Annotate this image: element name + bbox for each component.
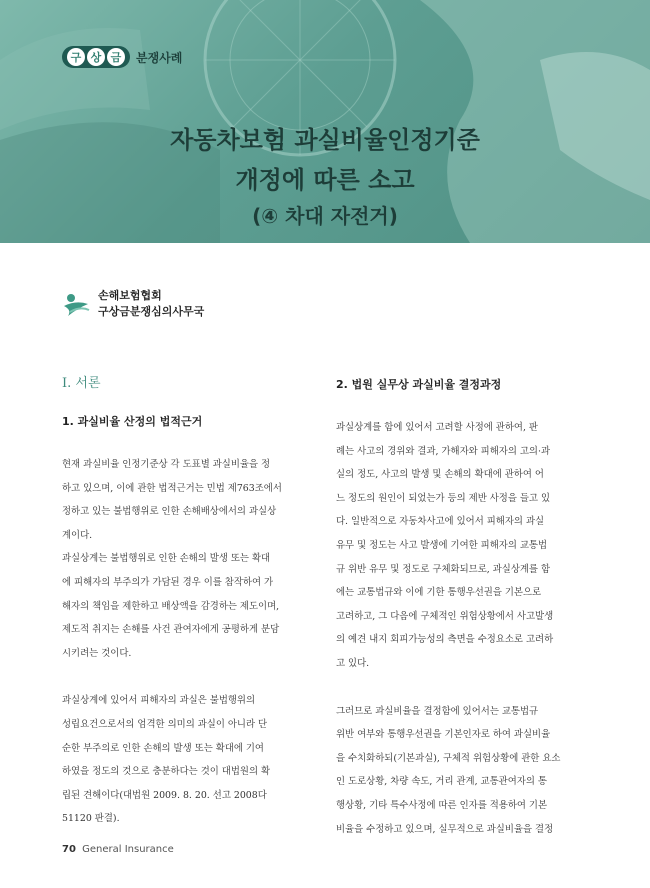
text-line: 하고 있으며, 이에 관한 법적근거는 민법 제763조에서: [62, 482, 282, 494]
text-line: 인 도로상황, 차량 속도, 거리 관계, 교통관여자의 통: [336, 776, 547, 788]
association-logo-icon: [62, 290, 90, 318]
text-line: 시키려는 것이다.: [62, 647, 132, 659]
subsection-heading: 2. 법원 실무상 과실비율 결정과정: [336, 378, 502, 391]
text-line: 비율을 수정하고 있으며, 실무적으로 과실비율을 결정: [336, 823, 554, 835]
right-column: [336, 372, 591, 841]
text-line: 하였을 정도의 것으로 충분하다는 것이 대법원의 확: [62, 766, 271, 778]
badge-char: 구: [67, 48, 85, 66]
text-line: 행상황, 기타 특수사정에 따른 인자를 적용하여 기본: [336, 799, 548, 811]
title-line-1: 자동차보험 과실비율인정기준: [170, 126, 480, 154]
badge-char: 상: [87, 48, 105, 66]
badge-char: 금: [107, 48, 125, 66]
page-number: 70: [62, 844, 76, 855]
text-line: 을 수치화하되(기본과실), 구체적 위험상황에 관한 요소: [336, 752, 561, 764]
author-block: [62, 288, 204, 320]
category-badge: [62, 46, 182, 68]
text-line: 유무 및 정도는 사고 발생에 기여한 피해자의 교통법: [336, 539, 548, 551]
text-line: 실의 정도, 사고의 발생 및 손해의 확대에 관하여 어: [336, 469, 544, 481]
text-line: 계이다.: [62, 529, 93, 541]
badge-label: 분쟁사례: [136, 50, 183, 65]
text-line: 과실상계에 있어서 피해자의 과실은 불법행위의: [62, 695, 256, 707]
text-line: 제도적 취지는 손해를 사건 관여자에게 공평하게 분담: [62, 624, 280, 636]
author-org: 손해보험협회: [98, 289, 162, 302]
text-line: 해자의 책임을 제한하고 배상액을 감경하는 제도이며,: [62, 600, 280, 612]
title-line-2: 개정에 따른 소고: [235, 166, 415, 194]
header-banner: [0, 0, 650, 243]
text-line: 의 예견 내지 회피가능성의 측면을 수정요소로 고려하: [336, 634, 554, 646]
subsection-heading: 1. 과실비율 산정의 법적근거: [62, 415, 203, 428]
text-line: 정하고 있는 불법행위로 인한 손해배상에서의 과실상: [62, 506, 277, 518]
text-line: 과실상계를 함에 있어서 고려할 사정에 관하여, 판: [336, 422, 538, 433]
text-line: 고려하고, 그 다음에 구체적인 위험상황에서 사고발생: [336, 610, 554, 622]
author-department: 구상금분쟁심의사무국: [98, 305, 205, 318]
text-line: 에는 교통법규와 이에 기한 통행우선권을 기본으로: [336, 587, 542, 599]
text-line: 에 피해자의 부주의가 가담된 경우 이를 참작하여 가: [62, 576, 274, 588]
author-names: [98, 288, 204, 320]
paragraph: [62, 689, 317, 831]
paragraph: [336, 700, 591, 842]
text-line: 그러므로 과실비율을 결정함에 있어서는 교통법규: [336, 705, 539, 717]
title-line-3: (④ 차대 자전거): [252, 204, 398, 228]
text-line: 고 있다.: [336, 657, 370, 669]
paragraph: [336, 416, 591, 676]
text-line: 51120 판결).: [62, 813, 120, 825]
left-column: [62, 372, 317, 831]
text-line: 례는 사고의 경위와 결과, 가해자와 피해자의 고의·과: [336, 445, 551, 457]
text-line: 립된 견해이다(대법원 2009. 8. 20. 선고 2008다: [62, 789, 267, 801]
text-line: 순한 부주의로 인한 손해의 발생 또는 확대에 기여: [62, 742, 264, 754]
text-line: 과실상계는 불법행위로 인한 손해의 발생 또는 확대: [62, 553, 271, 565]
text-line: 현재 과실비율 인정기준상 각 도표별 과실비율을 정: [62, 459, 271, 470]
text-line: 다. 일반적으로 자동차사고에 있어서 피해자의 과실: [336, 516, 545, 528]
text-line: 위반 여부와 통행우선권을 기본인자로 하여 과실비율: [336, 729, 551, 741]
text-line: 성립요건으로서의 엄격한 의미의 과실이 아니라 단: [62, 718, 268, 730]
text-line: 규 위반 유무 및 정도로 구체화되므로, 과실상계를 함: [336, 563, 551, 575]
paragraph: [62, 453, 317, 665]
publication-name: General Insurance: [82, 844, 174, 855]
badge-pill: [62, 46, 130, 68]
text-line: 느 정도의 원인이 되었는가 등의 제반 사정을 들고 있: [336, 492, 551, 504]
section-title: Ⅰ. 서론: [62, 376, 101, 391]
page-footer: [62, 844, 174, 855]
